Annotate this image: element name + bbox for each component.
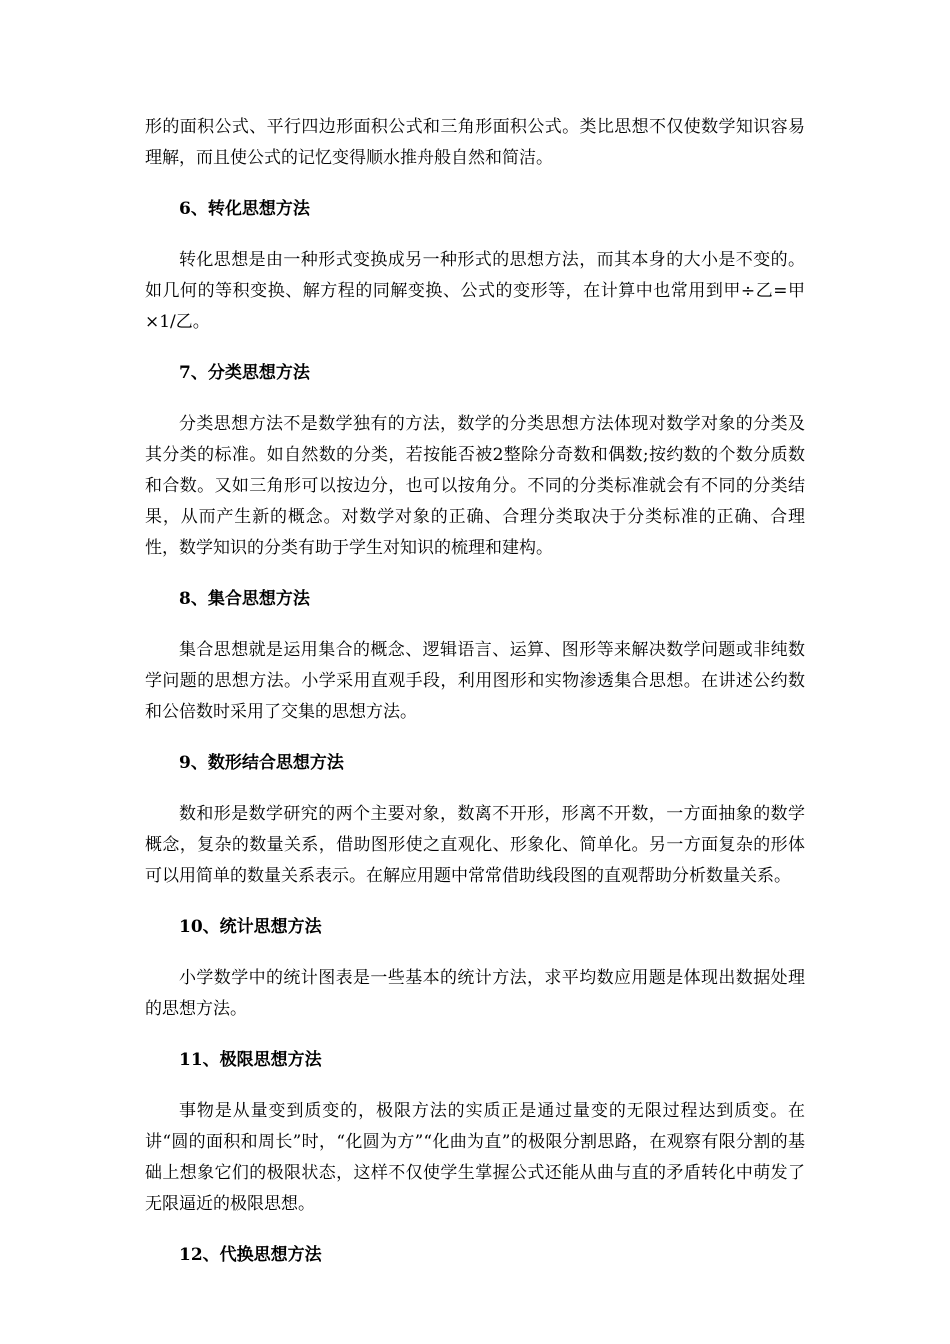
section-heading-7: 7、分类思想方法 — [179, 363, 310, 383]
section-heading-12: 12、代换思想方法 — [179, 1245, 322, 1265]
section-body-7: 分类思想方法不是数学独有的方法，数学的分类思想方法体现对数学对象的分类及其分类的标准。如自然数的分类，若按能否被2整除分奇数和偶数;按约数的个数分质数和合数。又如三角形可以按边分，也可以按角分。不同的分类标准就会有不同的分类结果，从而产生新的概念。对数学对象的正确、合理分类取决于分类标准的正确、合理性，数学知识的分类有助于学生对知识的梳理和建构。 — [145, 414, 805, 558]
section-heading-11: 11、极限思想方法 — [179, 1050, 322, 1070]
section-body-10: 小学数学中的统计图表是一些基本的统计方法，求平均数应用题是体现出数据处理的思想方法。 — [145, 968, 805, 1019]
section-body-8: 集合思想就是运用集合的概念、逻辑语言、运算、图形等来解决数学问题或非纯数学问题的思想方法。小学采用直观手段，利用图形和实物渗透集合思想。在讲述公约数和公倍数时采用了交集的思想方法。 — [145, 640, 805, 722]
intro-paragraph: 形的面积公式、平行四边形面积公式和三角形面积公式。类比思想不仅使数学知识容易理解，而且使公式的记忆变得顺水推舟般自然和简洁。 — [145, 117, 805, 168]
section-heading-8: 8、集合思想方法 — [179, 589, 310, 609]
section-heading-9: 9、数形结合思想方法 — [179, 753, 344, 773]
section-body-9: 数和形是数学研究的两个主要对象，数离不开形，形离不开数，一方面抽象的数学概念，复杂的数量关系，借助图形使之直观化、形象化、简单化。另一方面复杂的形体可以用简单的数量关系表示。在解应用题中常常借助线段图的直观帮助分析数量关系。 — [145, 804, 805, 886]
document-page — [145, 112, 805, 1271]
section-heading-10: 10、统计思想方法 — [179, 917, 322, 937]
section-heading-6: 6、转化思想方法 — [179, 199, 310, 219]
section-body-11: 事物是从量变到质变的，极限方法的实质正是通过量变的无限过程达到质变。在讲“圆的面积和周长”时，“化圆为方”“化曲为直”的极限分割思路，在观察有限分割的基础上想象它们的极限状态，这样不仅使学生掌握公式还能从曲与直的矛盾转化中萌发了无限逼近的极限思想。 — [145, 1101, 805, 1214]
section-body-6: 转化思想是由一种形式变换成另一种形式的思想方法，而其本身的大小是不变的。如几何的等积变换、解方程的同解变换、公式的变形等，在计算中也常用到甲÷乙=甲×1/乙。 — [145, 250, 805, 332]
